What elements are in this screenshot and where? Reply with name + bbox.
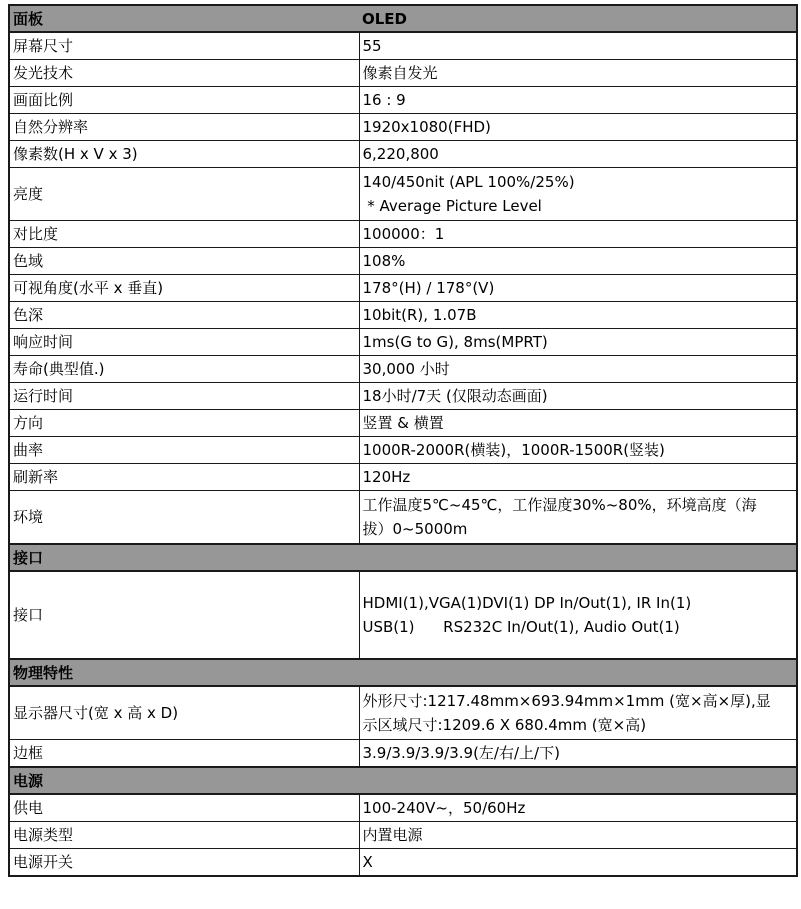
- spec-label: 寿命(典型值.): [9, 356, 359, 383]
- table-row: [9, 491, 797, 545]
- table-row: [9, 740, 797, 768]
- table-row: [9, 60, 797, 87]
- spec-label: 画面比例: [9, 87, 359, 114]
- spec-label: 方向: [9, 410, 359, 437]
- spec-value: 竖置 & 横置: [359, 410, 797, 437]
- section-header-panel: [9, 5, 797, 32]
- table-row: [9, 383, 797, 410]
- spec-value: 140/450nit (APL 100%/25%) * Average Picture Level: [359, 168, 797, 221]
- section-value: OLED: [359, 5, 797, 32]
- spec-label: 电源开关: [9, 849, 359, 877]
- section-value: [359, 767, 797, 794]
- spec-label: 亮度: [9, 168, 359, 221]
- spec-value: 外形尺寸:1217.48mm×693.94mm×1mm (宽×高×厚),显 示区域尺寸:1209.6 X 680.4mm (宽×高): [359, 686, 797, 740]
- spec-label: 刷新率: [9, 464, 359, 491]
- table-row: [9, 571, 797, 659]
- spec-value: 3.9/3.9/3.9/3.9(左/右/上/下): [359, 740, 797, 768]
- spec-table: [8, 4, 798, 877]
- spec-label: 环境: [9, 491, 359, 545]
- spec-label: 响应时间: [9, 329, 359, 356]
- spec-label: 运行时间: [9, 383, 359, 410]
- section-title: 面板: [9, 5, 359, 32]
- table-row: [9, 686, 797, 740]
- spec-value: 108%: [359, 248, 797, 275]
- spec-value: 55: [359, 32, 797, 60]
- spec-label: 色深: [9, 302, 359, 329]
- section-value: [359, 544, 797, 571]
- table-row: [9, 248, 797, 275]
- table-row: [9, 302, 797, 329]
- table-row: [9, 221, 797, 248]
- spec-value: 18小时/7天 (仅限动态画面): [359, 383, 797, 410]
- spec-label: 自然分辨率: [9, 114, 359, 141]
- spec-label: 对比度: [9, 221, 359, 248]
- spec-label: 像素数(H x V x 3): [9, 141, 359, 168]
- spec-label: 显示器尺寸(宽 x 高 x D): [9, 686, 359, 740]
- spec-value: 100-240V~，50/60Hz: [359, 794, 797, 822]
- table-row: [9, 849, 797, 877]
- spec-value: 1920x1080(FHD): [359, 114, 797, 141]
- spec-value: 像素自发光: [359, 60, 797, 87]
- spec-value: 30,000 小时: [359, 356, 797, 383]
- spec-value: 内置电源: [359, 822, 797, 849]
- table-row: [9, 32, 797, 60]
- table-row: [9, 141, 797, 168]
- spec-label: 色域: [9, 248, 359, 275]
- spec-label: 边框: [9, 740, 359, 768]
- table-row: [9, 410, 797, 437]
- table-row: [9, 822, 797, 849]
- section-title: 电源: [9, 767, 359, 794]
- spec-value: 1000R-2000R(横装)，1000R-1500R(竖装): [359, 437, 797, 464]
- section-header-interface: [9, 544, 797, 571]
- spec-label: 接口: [9, 571, 359, 659]
- table-row: [9, 168, 797, 221]
- spec-value: X: [359, 849, 797, 877]
- table-row: [9, 794, 797, 822]
- section-header-physical: [9, 659, 797, 686]
- section-title: 物理特性: [9, 659, 359, 686]
- spec-value: 120Hz: [359, 464, 797, 491]
- table-row: [9, 437, 797, 464]
- section-header-power: [9, 767, 797, 794]
- spec-label: 供电: [9, 794, 359, 822]
- table-row: [9, 356, 797, 383]
- section-value: [359, 659, 797, 686]
- spec-value: 6,220,800: [359, 141, 797, 168]
- spec-label: 曲率: [9, 437, 359, 464]
- section-title: 接口: [9, 544, 359, 571]
- table-row: [9, 275, 797, 302]
- spec-value: 16 : 9: [359, 87, 797, 114]
- table-row: [9, 329, 797, 356]
- spec-value: 100000：1: [359, 221, 797, 248]
- table-row: [9, 87, 797, 114]
- table-row: [9, 114, 797, 141]
- spec-value: 178°(H) / 178°(V): [359, 275, 797, 302]
- spec-label: 电源类型: [9, 822, 359, 849]
- spec-label: 发光技术: [9, 60, 359, 87]
- table-row: [9, 464, 797, 491]
- spec-value: 10bit(R), 1.07B: [359, 302, 797, 329]
- spec-value: 1ms(G to G), 8ms(MPRT): [359, 329, 797, 356]
- spec-value: HDMI(1),VGA(1)DVI(1) DP In/Out(1), IR In(1) USB(1) RS232C In/Out(1), Audio Out(1): [359, 571, 797, 659]
- spec-label: 屏幕尺寸: [9, 32, 359, 60]
- spec-label: 可视角度(水平 x 垂直): [9, 275, 359, 302]
- spec-value: 工作温度5℃~45℃，工作湿度30%~80%，环境高度（海 拔）0~5000m: [359, 491, 797, 545]
